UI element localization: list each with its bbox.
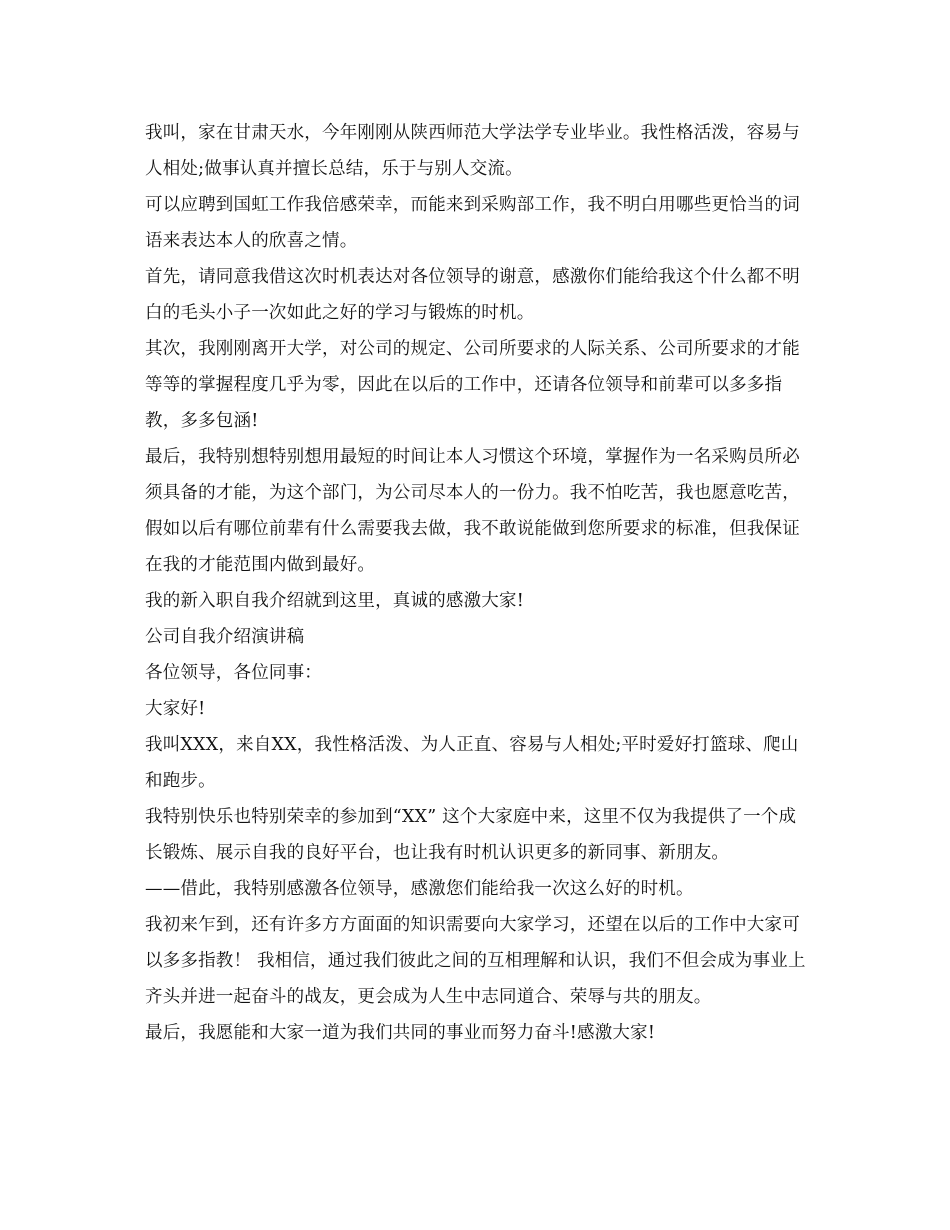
paragraph-gratitude-job: 可以应聘到国虹工作我倍感荣幸，而能来到采购部工作，我不明白用哪些更恰当的词语来表达本人的欣喜之情。 (145, 195, 800, 251)
salutation: 各位领导，各位同事： (145, 663, 322, 683)
paragraph-second: 其次，我刚刚离开大学，对公司的规定、公司所要求的人际关系、公司所要求的才能等等的掌握程度几乎为零，因此在以后的工作中，还请各位领导和前辈可以多多指教，多多包涵! (145, 339, 800, 431)
paragraph-intro: 我叫，家在甘肃天水，今年刚刚从陕西师范大学法学专业毕业。我性格活泼，容易与人相处;做事认真并擅长总结，乐于与别人交流。 (145, 123, 800, 179)
paragraph-learning: 我初来乍到，还有许多方方面面的知识需要向大家学习，还望在以后的工作中大家可以多多指教！ 我相信，通过我们彼此之间的互相理解和认识，我们不但会成为事业上齐头并进一起奋斗的战友，更会成为人生中志同道合、荣辱与共的朋友。 (145, 915, 806, 1007)
paragraph-last: 最后，我特别想特别想用最短的时间让本人习惯这个环境，掌握作为一名采购员所必须具备的才能，为这个部门，为公司尽本人的一份力。我不怕吃苦，我也愿意吃苦，假如以后有哪位前辈有什么需要我去做，我不敢说能做到您所要求的标准，但我保证在我的才能范围内做到最好。 (145, 447, 800, 575)
paragraph-joining: 我特别快乐也特别荣幸的参加到“XX” 这个大家庭中来，这里不仅为我提供了一个成长锻炼、展示自我的良好平台，也让我有时机认识更多的新同事、新朋友。 (145, 807, 797, 863)
paragraph-closing: 我的新入职自我介绍就到这里，真诚的感激大家! (145, 591, 524, 611)
section-title: 公司自我介绍演讲稿 (145, 627, 305, 647)
paragraph-final: 最后，我愿能和大家一道为我们共同的事业而努力奋斗!感激大家! (145, 1023, 656, 1043)
paragraph-thanks: ——借此，我特别感激各位领导，感激您们能给我一次这么好的时机。 (145, 879, 694, 899)
paragraph-first: 首先，请同意我借这次时机表达对各位领导的谢意，感激你们能给我这个什么都不明白的毛头小子一次如此之好的学习与锻炼的时机。 (145, 267, 800, 323)
paragraph-self-intro: 我叫XXX，来自XX，我性格活泼、为人正直、容易与人相处;平时爱好打篮球、爬山和跑步。 (145, 735, 799, 791)
document-body (145, 115, 810, 1051)
greeting: 大家好! (145, 699, 206, 719)
